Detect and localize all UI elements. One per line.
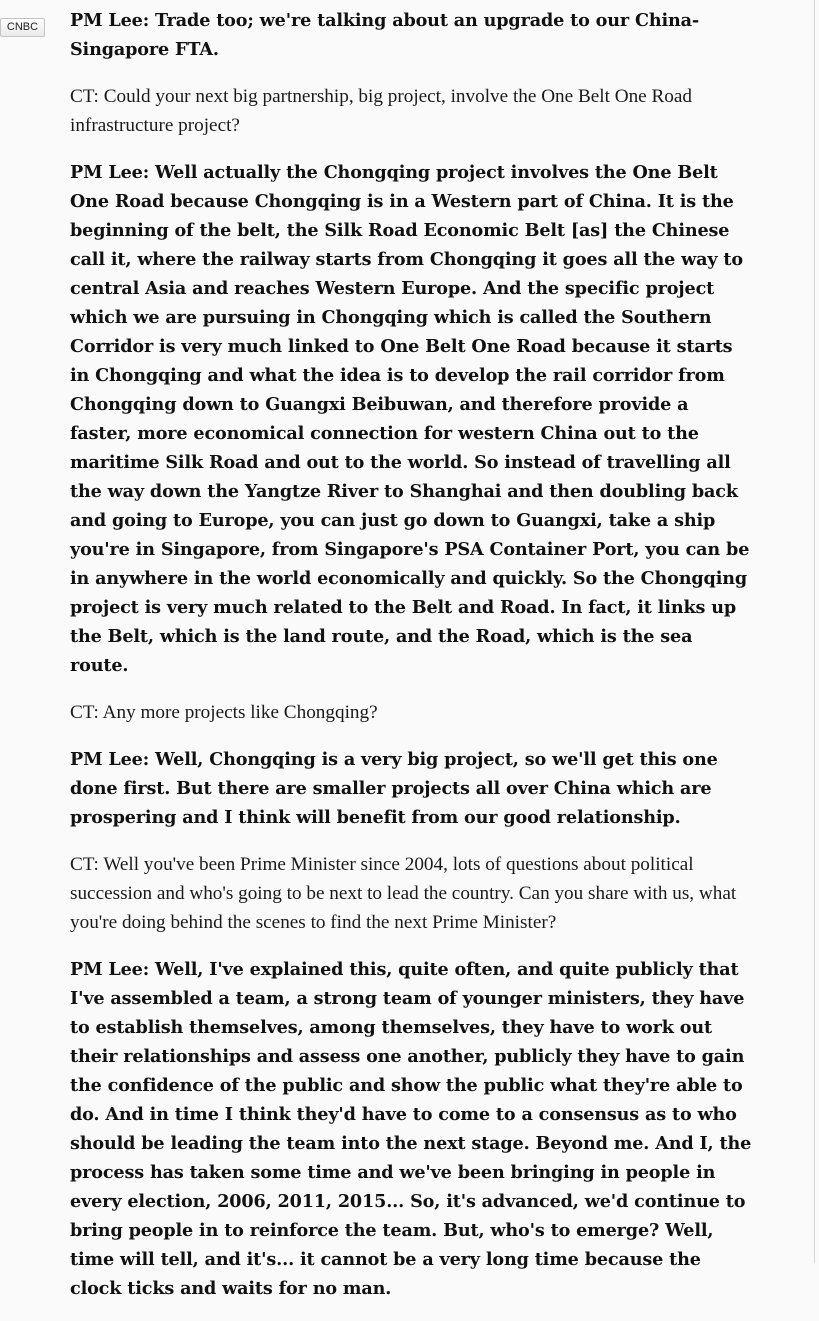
pm-answer-smaller-projects: PM Lee: Well, Chongqing is a very big project, so we'll get this one done first. But there are smaller projects all over China which are prospering and I think will benefit from our good relationship. [70,749,718,828]
ct-question-belt-road: CT: Could your next big partnership, big project, involve the One Belt One Road infrastructure project? [70,86,692,136]
pm-answer-succession: PM Lee: Well, I've explained this, quite often, and quite publicly that I've assembled a team, a strong team of younger ministers, they have to establish themselves, among themselves, they have to work out their relationships and assess one another, publicly they have to gain the confidence of the public and show the public what they're able to do. And in time I think they'd have to come to a consensus as to who should be leading the team into the next stage. Beyond me. And I, the process has taken some time and we've been bringing in people in every election, 2006, 2011, 2015... So, it's advanced, we'd continue to bring people in to reinforce the team. But, who's to emerge? Well, time will tell, and it's... it cannot be a very long time because the clock ticks and waits for no man. [70,959,752,1299]
ct-question-more-projects: CT: Any more projects like Chongqing? [70,702,378,723]
cnbc-tag-button[interactable]: CNBC [0,18,45,37]
pm-answer-chongqing: PM Lee: Well actually the Chongqing project involves the One Belt One Road because Chongqing is in a Western part of China. It is the beginning of the belt, the Silk Road Economic Belt [as] the Chinese call it, where the railway starts from Chongqing it goes all the way to central Asia and reaches Western Europe. And the specific project which we are pursuing in Chongqing which is called the Southern Corridor is very much linked to One Belt One Road because it starts in Chongqing and what the idea is to develop the rail corridor from Chongqing down to Guangxi Beibuwan, and therefore provide a faster, more economical connection for western China out to the maritime Silk Road and out to the world. So instead of travelling all the way down the Yangtze River to Shanghai and then doubling back and going to Europe, you can just go down to Guangxi, take a ship you're in Singapore, from Singapore's PSA Container Port, you can be in anywhere in the world economically and quickly. So the Chongqing project is very much related to the Belt and Road. In fact, it links up the Belt, which is the land route, and the Road, which is the sea route. [70,162,750,676]
ct-question-succession: CT: Well you've been Prime Minister since 2004, lots of questions about political succession and who's going to be next to lead the country. Can you share with us, what you're doing behind the scenes to find the next Prime Minister? [70,854,737,933]
page-border [814,0,815,1263]
pm-answer-fta: PM Lee: Trade too; we're talking about an upgrade to our China-Singapore FTA. [70,10,700,60]
interview-transcript [70,6,755,1321]
